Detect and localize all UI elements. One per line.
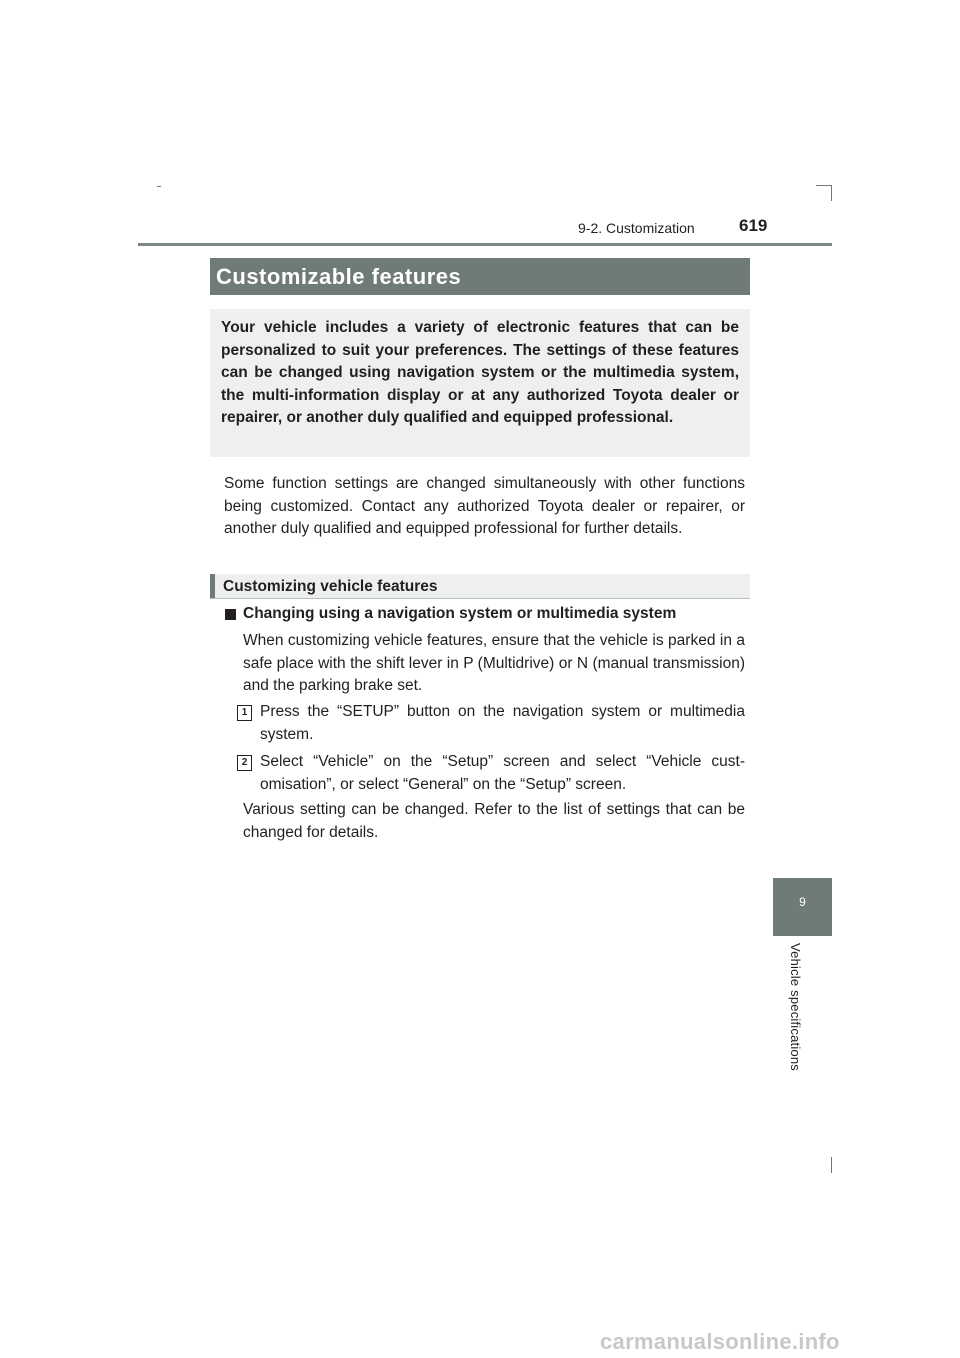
- subsection-bar: [210, 574, 750, 599]
- instruction-paragraph: When customizing vehicle features, ensure that the vehicle is parked in a safe place with the shift lever in P (Multidrive) or N (manual transmission) and the parking brake set.: [243, 632, 745, 694]
- subsection-accent: [210, 574, 215, 598]
- step-text: Press the “SETUP” button on the navigation system or multimedia system.: [260, 703, 745, 743]
- section-title-bar: [210, 258, 750, 295]
- section-title: Customizable features: [216, 264, 462, 289]
- crop-mark-top-right-v: [831, 185, 832, 201]
- page-number: 619: [739, 216, 768, 235]
- intro-text: Your vehicle includes a variety of electronic features that can be personalized to suit your preferences. The settings of these features can be changed using navigation system or the multimedia system, the multi-information display or at any authorized Toyota dealer or repairer, or another duly qualified and equipped professional.: [221, 319, 739, 426]
- step-text: Select “Vehicle” on the “Setup” screen and select “Vehicle customisation”, or select “General” on the “Setup” screen.: [260, 753, 745, 793]
- header-rule: [138, 243, 832, 246]
- chapter-number: 9: [799, 895, 806, 909]
- closing-paragraph: Various setting can be changed. Refer to the list of settings that can be changed for details.: [243, 801, 745, 841]
- chapter-tab: [773, 878, 832, 936]
- step-number-box: 1: [237, 705, 252, 721]
- crop-mark-top-left: [157, 186, 161, 187]
- subheading: Changing using a navigation system or multimedia system: [243, 605, 677, 622]
- watermark: carmanualsonline.info: [600, 1329, 840, 1354]
- subsection-title: Customizing vehicle features: [223, 578, 438, 595]
- crop-mark-bottom-right: [831, 1157, 832, 1173]
- step-number-box: 2: [237, 755, 252, 771]
- intro-box: [210, 309, 750, 457]
- body-paragraph: Some function settings are changed simultaneously with other functions being customized. Contact any authorized Toyota dealer or repairer, or another duly qualified and equipped professional for further details.: [224, 475, 745, 537]
- crop-mark-top-right-h: [816, 185, 832, 186]
- chapter-label: Vehicle specifications: [788, 943, 803, 1071]
- square-bullet-icon: [225, 609, 236, 620]
- header-section-title: 9-2. Customization: [578, 220, 695, 236]
